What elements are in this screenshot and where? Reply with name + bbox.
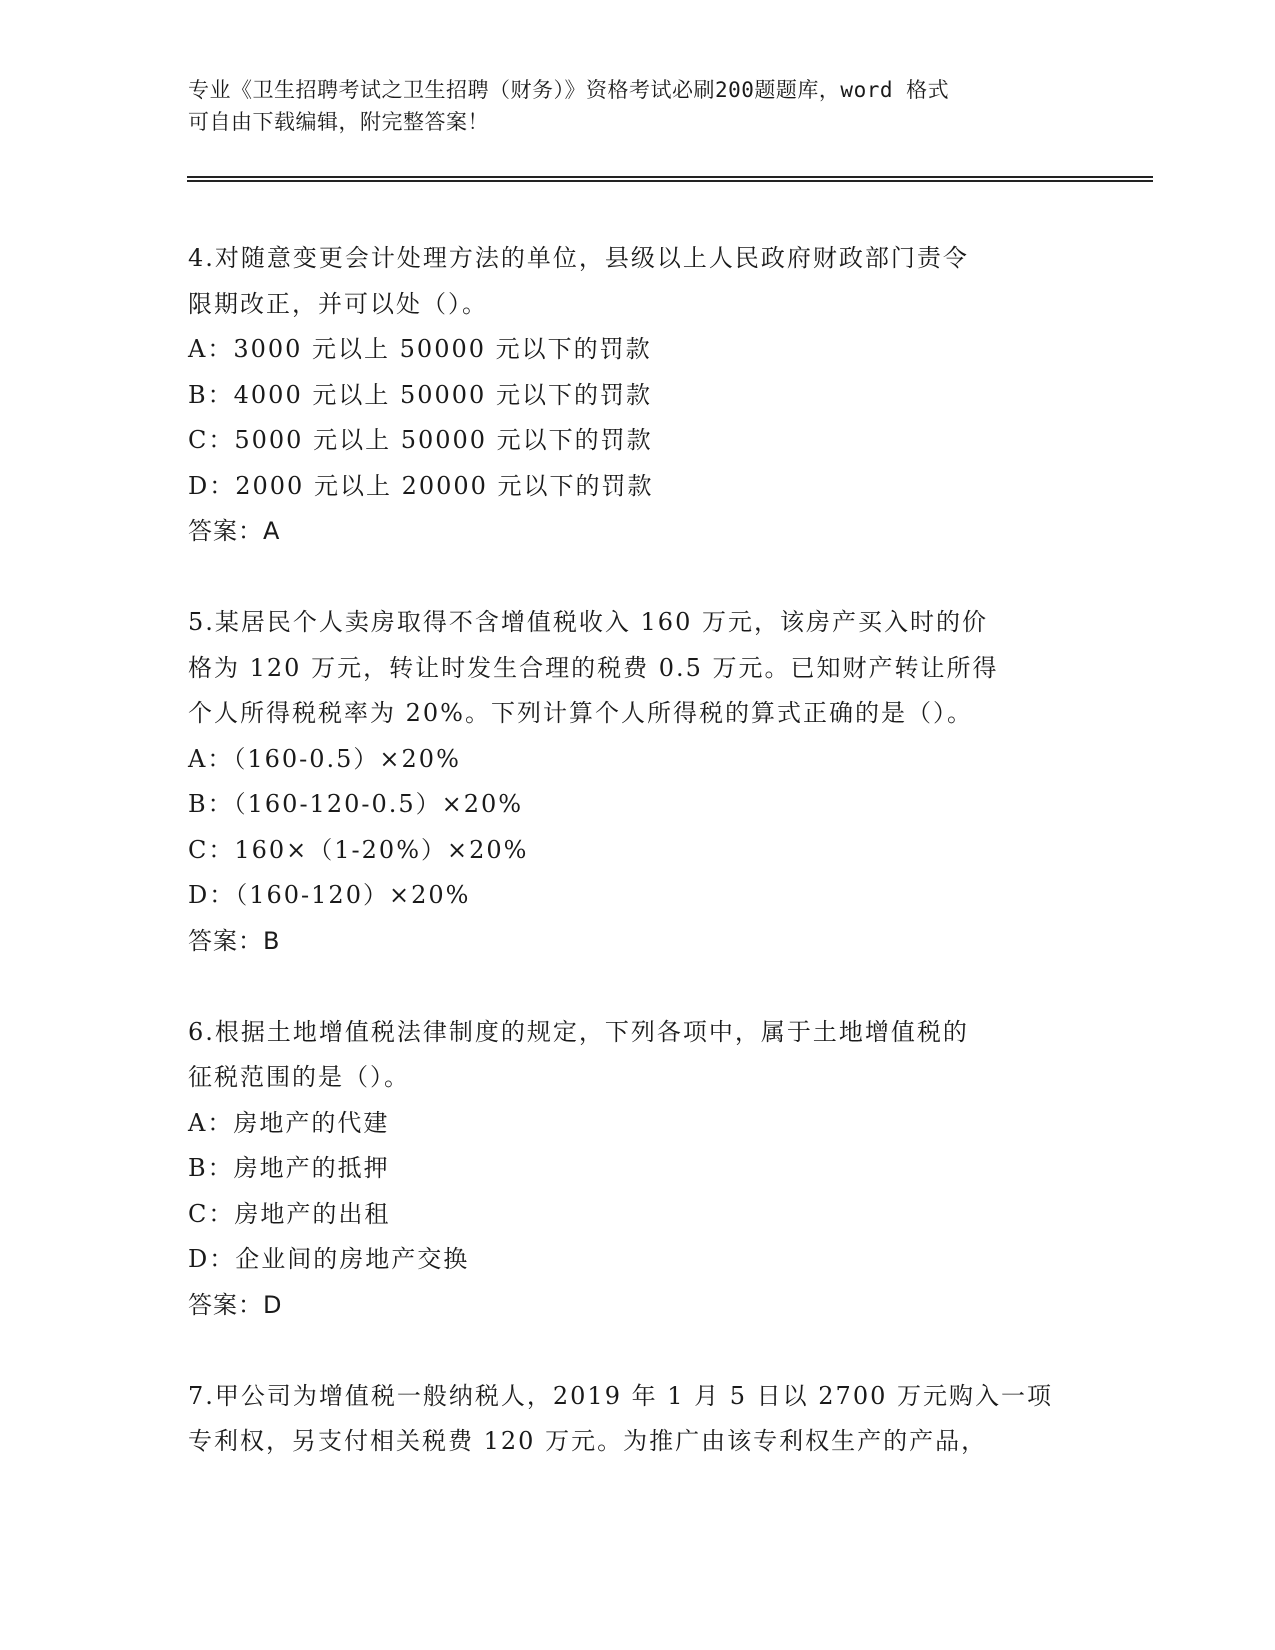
answer (188, 919, 1088, 965)
question-text: 限期改正，并可以处（）。 (188, 289, 488, 318)
question-6 (188, 1010, 1088, 1329)
option-b: B：4000 元以上 50000 元以下的罚款 (188, 380, 652, 409)
option-c: C：160×（1-20%）×20% (188, 835, 529, 864)
option-d: D：（160-120）×20% (188, 881, 471, 909)
question-text: 6.根据土地增值税法律制度的规定，下列各项中，属于土地增值税的 (188, 1017, 969, 1046)
header-divider (187, 176, 1153, 182)
header-line-2: 可自由下载编辑，附完整答案！ (188, 110, 489, 134)
option-a: A：3000 元以上 50000 元以下的罚款 (188, 335, 652, 363)
option-b: B：（160-120-0.5）×20% (188, 790, 524, 818)
option-b: B：房地产的抵押 (188, 1154, 390, 1182)
question-text: 4.对随意变更会计处理方法的单位，县级以上人民政府财政部门责令 (188, 244, 969, 272)
option-d: D：企业间的房地产交换 (188, 1245, 470, 1273)
option-c: C：5000 元以上 50000 元以下的罚款 (188, 426, 653, 454)
answer-label: 答案： (188, 926, 263, 955)
answer-label: 答案： (188, 1290, 263, 1319)
option-d: D：2000 元以上 20000 元以下的罚款 (188, 471, 654, 500)
question-text: 征税范围的是（）。 (188, 1063, 410, 1091)
answer-value: A (263, 517, 281, 545)
option-c: C：房地产的出租 (188, 1199, 391, 1228)
question-text: 7.甲公司为增值税一般纳税人，2019 年 1 月 5 日以 2700 万元购入一项 (188, 1381, 1053, 1410)
question-list (188, 236, 1088, 1510)
answer (188, 1283, 1088, 1329)
header-line-1: 专业《卫生招聘考试之卫生招聘（财务）》资格考试必刷200题题库，word 格式 (188, 78, 950, 102)
option-a: A：房地产的代建 (188, 1108, 390, 1137)
question-text: 5.某居民个人卖房取得不含增值税收入 160 万元，该房产买入时的价 (188, 608, 988, 636)
answer-value: B (263, 926, 281, 955)
question-text: 格为 120 万元，转让时发生合理的税费 0.5 万元。已知财产转让所得 (188, 653, 999, 682)
answer-label: 答案： (188, 517, 263, 545)
document-header (188, 74, 1068, 138)
question-5 (188, 600, 1088, 964)
answer-value: D (263, 1290, 283, 1319)
question-text: 专利权，另支付相关税费 120 万元。为推广由该专利权生产的产品， (188, 1427, 988, 1455)
answer (188, 509, 1088, 555)
question-7 (188, 1374, 1088, 1465)
question-4 (188, 236, 1088, 555)
question-text: 个人所得税税率为 20%。下列计算个人所得税的算式正确的是（）。 (188, 699, 973, 727)
option-a: A：（160-0.5）×20% (188, 744, 461, 773)
